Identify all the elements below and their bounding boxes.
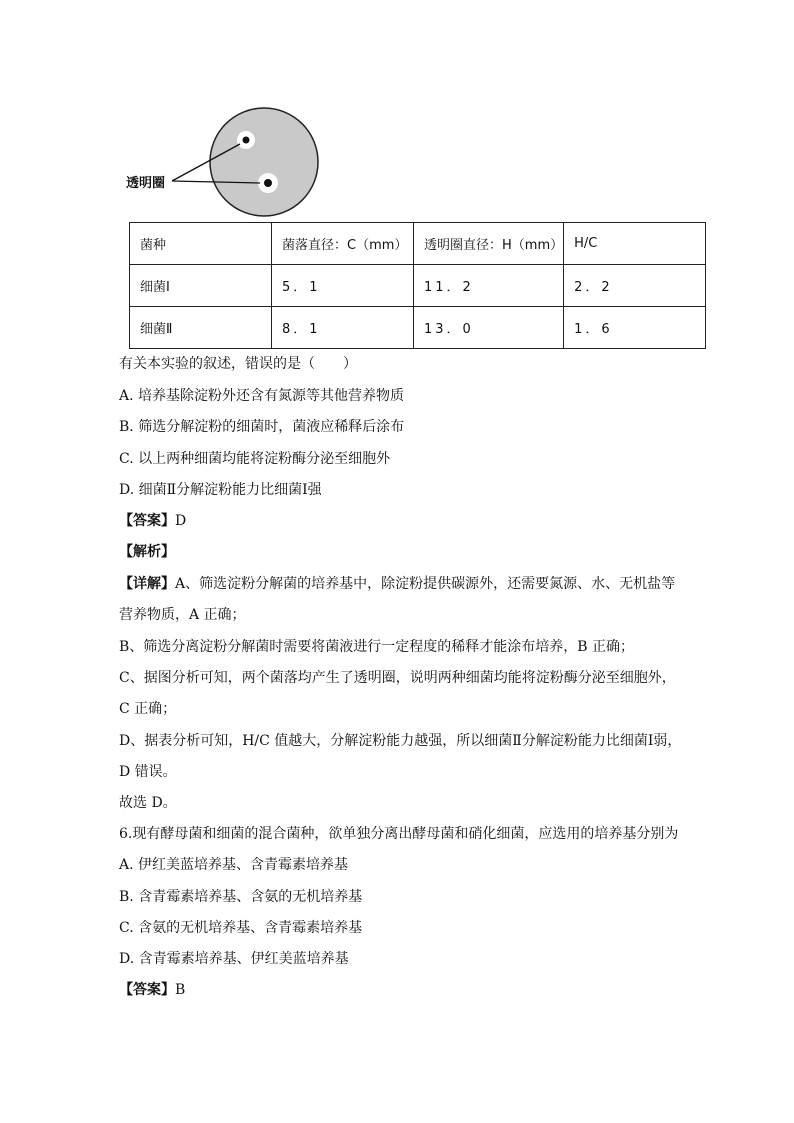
detail-line: D、据表分析可知，H/C 值越大，分解淀粉能力越强，所以细菌Ⅱ分解淀粉能力比细菌Ⅰ弱， xyxy=(119,733,682,749)
colony-2 xyxy=(264,179,272,187)
results-table xyxy=(129,222,706,349)
table-header-cell: 菌种 xyxy=(130,223,272,265)
table-cell: 13．0 xyxy=(414,307,564,349)
table-cell: 8．1 xyxy=(272,307,414,349)
table-row xyxy=(130,307,706,349)
table-header-cell: 透明圈直径：H（mm） xyxy=(414,223,564,265)
option-a: A. 培养基除淀粉外还含有氮源等其他营养物质 xyxy=(119,388,405,404)
colony-1 xyxy=(243,137,250,144)
answer-tag: 【答案】 xyxy=(119,513,175,529)
table-header-cell: H/C xyxy=(564,223,706,265)
option-b: B. 筛选分解淀粉的细菌时，菌液应稀释后涂布 xyxy=(119,419,405,435)
table-cell: 细菌Ⅱ xyxy=(130,307,272,349)
detail-line: C 正确； xyxy=(119,701,177,717)
question-stem: 6.现有酵母菌和细菌的混合菌种，欲单独分离出酵母菌和硝化细菌，应选用的培养基分别为 xyxy=(119,826,679,842)
table-row xyxy=(130,265,706,307)
table-header-row xyxy=(130,223,706,265)
petri-dish-figure xyxy=(118,106,338,218)
table-cell: 细菌Ⅰ xyxy=(130,265,272,307)
option-c: C. 含氨的无机培养基、含青霉素培养基 xyxy=(119,920,363,936)
option-d: D. 含青霉素培养基、伊红美蓝培养基 xyxy=(119,951,349,967)
detail-tag: 【详解】 xyxy=(119,576,175,592)
table-cell: 5．1 xyxy=(272,265,414,307)
answer-line xyxy=(119,511,186,531)
detail-text: A、筛选淀粉分解菌的培养基中，除淀粉提供碳源外，还需要氮源、水、无机盐等 xyxy=(175,576,676,592)
table-cell: 11．2 xyxy=(414,265,564,307)
answer-tag: 【答案】 xyxy=(119,982,175,998)
petri-dish-illustration xyxy=(118,106,338,218)
table-header-cell: 菌落直径：C（mm） xyxy=(272,223,414,265)
detail-line: B、筛选分离淀粉分解菌时需要将菌液进行一定程度的稀释才能涂布培养，B 正确； xyxy=(119,639,635,655)
option-b: B. 含青霉素培养基、含氨的无机培养基 xyxy=(119,889,363,905)
table-cell: 1．6 xyxy=(564,307,706,349)
answer-value: B xyxy=(175,982,186,998)
question-stem: 有关本实验的叙述，错误的是（ ） xyxy=(119,356,357,372)
table-cell: 2．2 xyxy=(564,265,706,307)
conclusion-line: 故选 D。 xyxy=(119,795,177,811)
answer-value: D xyxy=(175,513,187,529)
detail-line: D 错误。 xyxy=(119,764,177,780)
option-d: D. 细菌Ⅱ分解淀粉能力比细菌Ⅰ强 xyxy=(119,482,322,498)
clear-zone-label: 透明圈 xyxy=(126,176,166,191)
detail-line: 营养物质，A 正确； xyxy=(119,607,246,623)
analysis-tag: 【解析】 xyxy=(119,544,175,560)
detail-line xyxy=(119,574,675,594)
detail-line: C、据图分析可知，两个菌落均产生了透明圈，说明两种细菌均能将淀粉酶分泌至细胞外， xyxy=(119,670,676,686)
answer-line xyxy=(119,980,185,1000)
petri-dish xyxy=(210,108,318,216)
option-c: C. 以上两种细菌均能将淀粉酶分泌至细胞外 xyxy=(119,451,391,467)
option-a: A. 伊红美蓝培养基、含青霉素培养基 xyxy=(119,857,349,873)
